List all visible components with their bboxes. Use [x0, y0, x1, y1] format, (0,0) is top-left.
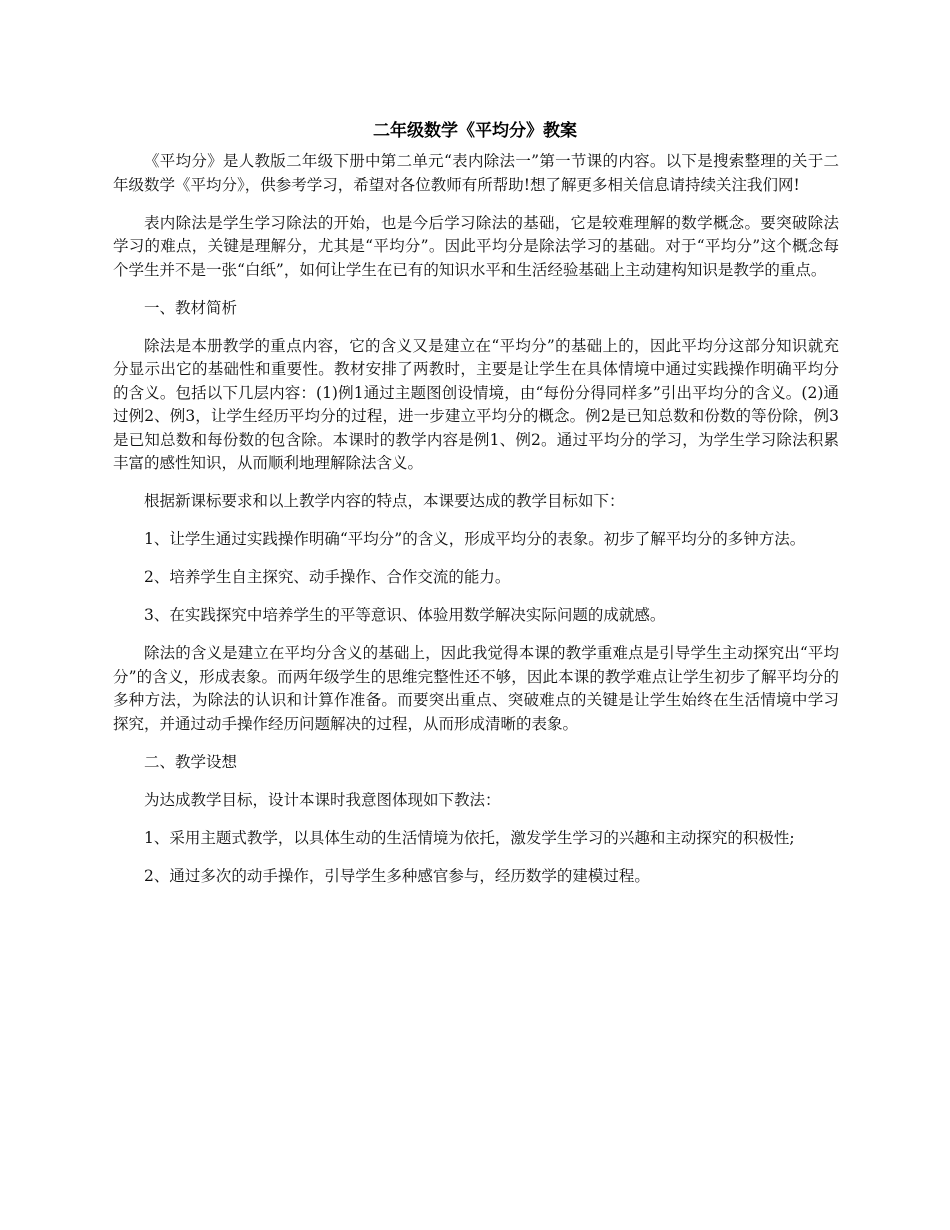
method-item-1: 1、采用主题式教学，以具体生动的生活情境为依托，激发学生学习的兴趣和主动探究的积极性;: [144, 828, 795, 847]
key-difficulty-paragraph: 除法的含义是建立在平均分含义的基础上，因此我觉得本课的教学重难点是引导学生主动探究出“平均分”的含义，形成表象。而两年级学生的思维完整性还不够，因此本课的教学难点让学生初步了解平均分的多种方法，为除法的认识和计算作准备。而要突出重点、突破难点的关键是让学生始终在生活情境中学习探究，并通过动手操作经历问题解决的过程，从而形成清晰的表象。: [113, 644, 839, 733]
intro-paragraph: 《平均分》是人教版二年级下册中第二单元“表内除法一”第一节课的内容。以下是搜索整理的关于二年级数学《平均分》，供参考学习，希望对各位教师有所帮助!想了解更多相关信息请持续关注我们网!: [113, 152, 839, 194]
materials-analysis-paragraph: 除法是本册教学的重点内容，它的含义又是建立在“平均分”的基础上的，因此平均分这部分知识就充分显示出它的基础性和重要性。教材安排了两教时，主要是让学生在具体情境中通过实践操作明确平均分的含义。包括以下几层内容：(1)例1通过主题图创设情境，由“每份分得同样多”引出平均分的含义。(2)通过例2、例3，让学生经历平均分的过程，进一步建立平均分的概念。例2是已知总数和份数的等份除，例3是已知总数和每份数的包含除。本课时的教学内容是例1、例2。通过平均分的学习，为学生学习除法积累丰富的感性知识，从而顺利地理解除法含义。: [113, 336, 839, 472]
document-title: 二年级数学《平均分》教案: [373, 121, 577, 141]
section-heading-design: 二、教学设想: [144, 752, 238, 771]
background-paragraph: 表内除法是学生学习除法的开始，也是今后学习除法的基础，它是较难理解的数学概念。要突破除法学习的难点，关键是理解分，尤其是“平均分”。因此平均分是除法学习的基础。对于“平均分”这个概念每个学生并不是一张“白纸”，如何让学生在已有的知识水平和生活经验基础上主动建构知识是教学的重点。: [113, 213, 839, 279]
goals-intro-paragraph: 根据新课标要求和以上教学内容的特点，本课要达成的教学目标如下：: [144, 492, 625, 510]
goal-item-2: 2、培养学生自主探究、动手操作、合作交流的能力。: [144, 568, 511, 586]
section-heading-materials: 一、教材简析: [144, 298, 238, 317]
goal-item-1: 1、让学生通过实践操作明确“平均分”的含义，形成平均分的表象。初步了解平均分的多钟方法。: [144, 530, 806, 548]
document-body: [113, 150, 839, 903]
goal-item-3: 3、在实践探究中培养学生的平等意识、体验用数学解决实际问题的成就感。: [144, 606, 666, 624]
methods-intro-paragraph: 为达成教学目标，设计本课时我意图体现如下教法：: [144, 790, 501, 809]
method-item-2: 2、通过多次的动手操作，引导学生多种感官参与，经历数学的建模过程。: [144, 866, 650, 885]
